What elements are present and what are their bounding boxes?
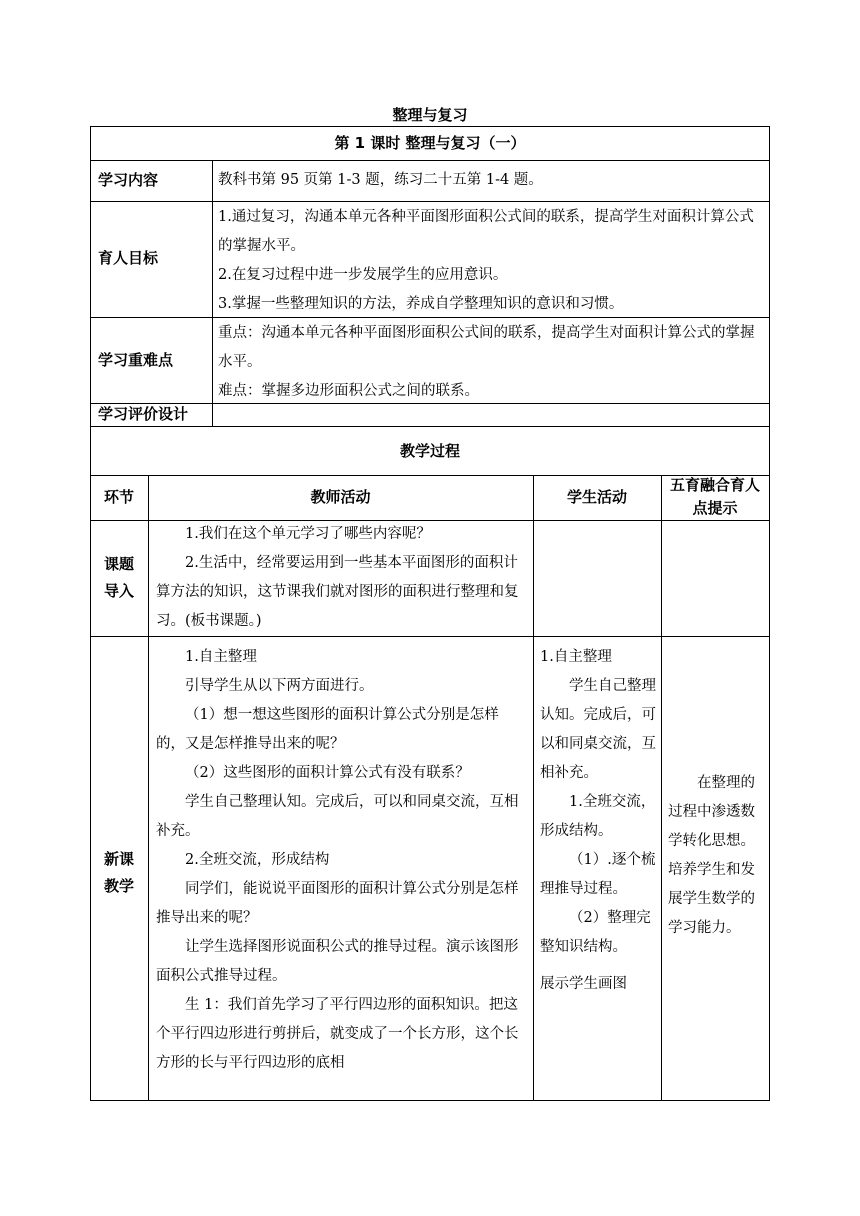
teacher-item: 引导学生从以下两方面进行。 — [185, 678, 374, 694]
teacher-item: 2.全班交流，形成结构 — [185, 852, 330, 868]
new-lesson-stage: 新课教学 — [103, 850, 134, 895]
student-item: （1）.逐个梳理推导过程。 — [540, 852, 656, 897]
teacher-item: 生 1：我们首先学习了平行四边形的面积知识。把这个平行四边形进行剪拼后，就变成了一个长方形，这个长方形的长与平行四边形的底相 — [156, 997, 519, 1071]
keypoint-item: 重点：沟通本单元各种平面图形面积公式间的联系，提高学生对面积计算公式的掌握水平。 — [218, 325, 755, 370]
student-item: （2）整理完整知识结构。 — [540, 910, 651, 955]
intro-teacher — [156, 520, 527, 636]
teacher-item: 同学们，能说说平面图形的面积计算公式分别是怎样推导出来的呢？ — [156, 881, 519, 926]
student-item: 展示学生画图 — [540, 976, 627, 992]
keypoint-item: 难点：掌握多边形面积公式之间的联系。 — [218, 383, 479, 399]
teacher-item: 1.自主整理 — [185, 649, 257, 665]
student-item: 学生自己整理认知。完成后，可以和同桌交流，互相补充。 — [540, 678, 656, 781]
new-lesson-tips — [668, 769, 762, 943]
student-item: 1.全班交流，形成结构。 — [540, 794, 656, 839]
content-text: 教科书第 95 页第 1-3 题，练习二十五第 1-4 题。 — [218, 172, 543, 188]
goal-item: 2.在复习过程中进一步发展学生的应用意识。 — [218, 267, 508, 283]
page-title: 整理与复习 — [392, 106, 468, 124]
teacher-item: 学生自己整理认知。完成后，可以和同桌交流，互相补充。 — [156, 794, 519, 839]
goals-list — [218, 203, 763, 319]
goal-label: 育人目标 — [98, 249, 159, 267]
header-teacher: 教师活动 — [310, 488, 371, 506]
new-lesson-teacher — [156, 643, 527, 1078]
keypoint-label: 学习重难点 — [98, 351, 174, 369]
goal-item: 3.掌握一些整理知识的方法，养成自学整理知识的意识和习惯。 — [218, 296, 624, 312]
goal-item: 1.通过复习，沟通本单元各种平面图形面积公式间的联系，提高学生对面积计算公式的掌握水平。 — [218, 209, 754, 254]
student-item: 1.自主整理 — [540, 649, 612, 665]
teacher-item: 让学生选择图形说面积公式的推导过程。演示该图形面积公式推导过程。 — [156, 939, 519, 984]
intro-stage: 课题导入 — [103, 555, 134, 600]
intro-teacher-item: 2.生活中，经常要运用到一些基本平面图形的面积计算方法的知识，这节课我们就对图形的面积进行整理和复习。(板书课题。) — [156, 555, 519, 629]
header-tips: 五育融合育人点提示 — [669, 476, 760, 517]
eval-label: 学习评价设计 — [98, 405, 189, 423]
header-stage: 环节 — [103, 488, 134, 506]
keypoints-list — [218, 319, 763, 406]
intro-teacher-item: 1.我们在这个单元学习了哪些内容呢？ — [185, 526, 431, 542]
teacher-item: （1）想一想这些图形的面积计算公式分别是怎样的，又是怎样推导出来的呢？ — [156, 707, 499, 752]
new-lesson-student — [540, 643, 658, 999]
lesson-title: 第 1 课时 整理与复习（一） — [334, 134, 526, 152]
header-student: 学生活动 — [566, 488, 627, 506]
tips-text: 在整理的过程中渗透数学转化思想。培养学生和发展学生数学的学习能力。 — [668, 775, 755, 936]
content-label: 学习内容 — [98, 171, 159, 189]
process-title: 教学过程 — [399, 442, 460, 460]
teacher-item: （2）这些图形的面积计算公式有没有联系？ — [185, 765, 470, 781]
